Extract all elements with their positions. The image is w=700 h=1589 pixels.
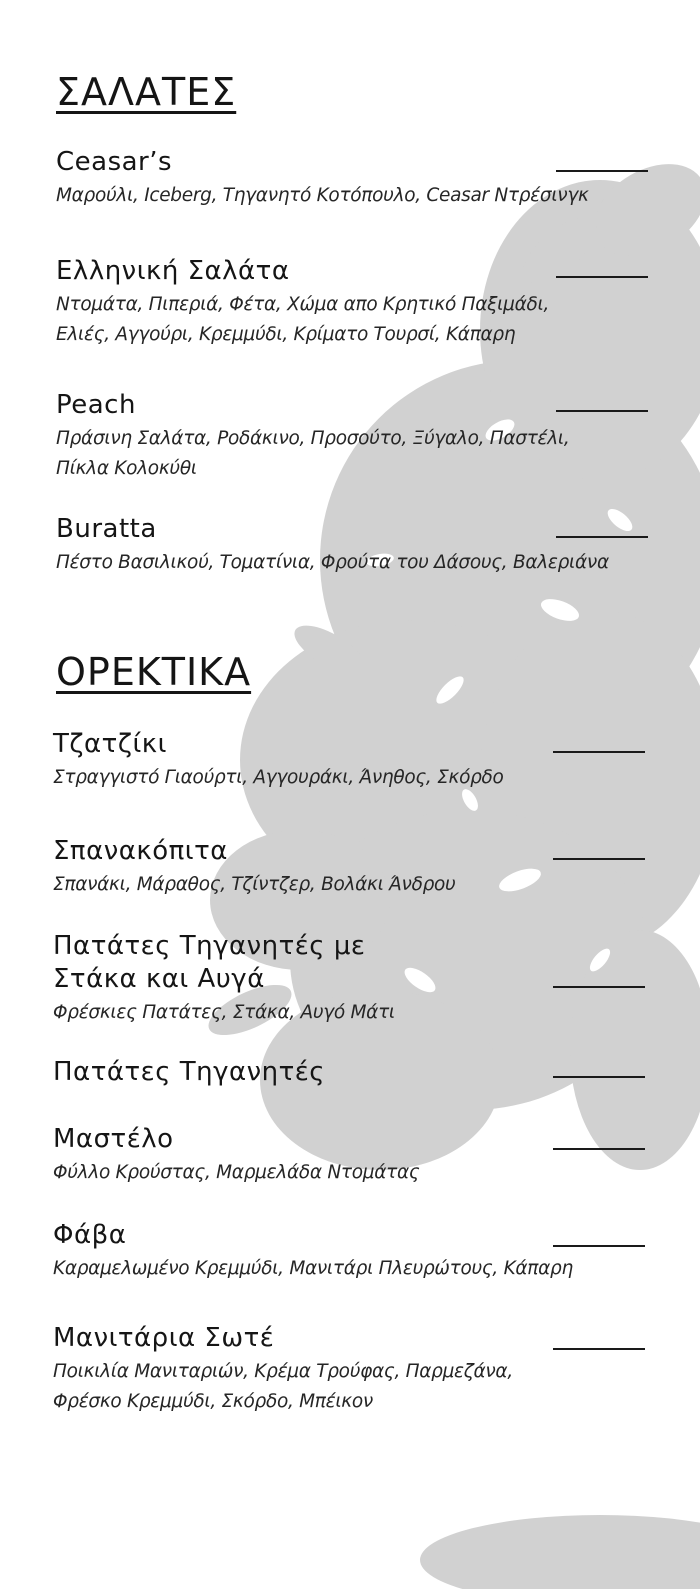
price-placeholder-line xyxy=(553,1076,645,1078)
price-placeholder-line xyxy=(553,1245,645,1247)
item-name: Ceasar’s xyxy=(56,147,173,177)
menu-item-patates-tiganites xyxy=(53,1056,325,1089)
item-description-line: Ποικιλία Μανιταριών, Κρέμα Τρούφας, Παρμεζάνα, xyxy=(53,1361,513,1382)
price-placeholder-line xyxy=(553,1148,645,1150)
menu-item-tzatziki xyxy=(53,728,504,793)
item-name: Ελληνική Σαλάτα xyxy=(56,256,290,286)
item-name: Σπανακόπιτα xyxy=(53,836,228,866)
item-name: Μαστέλο xyxy=(53,1124,174,1154)
item-name: Peach xyxy=(56,390,136,420)
menu-item-patates-staka-avga xyxy=(53,930,395,1028)
item-name: Πατάτες Τηγανητές xyxy=(53,1057,326,1087)
item-description-line: Ελιές, Αγγούρι, Κρεμμύδι, Κρίματο Τουρσί, Κάπαρη xyxy=(56,324,516,345)
item-description xyxy=(56,290,549,350)
price-placeholder-line xyxy=(556,276,648,278)
price-placeholder-line xyxy=(553,1348,645,1350)
menu-item-ceasars xyxy=(56,146,589,211)
item-description: Στραγγιστό Γιαούρτι, Αγγουράκι, Άνηθος, Σκόρδο xyxy=(53,767,504,788)
item-description: Φύλλο Κρούστας, Μαρμελάδα Ντομάτας xyxy=(53,1162,420,1183)
item-name: Πατάτες Τηγανητές με Στάκα και Αυγά xyxy=(53,931,366,994)
price-placeholder-line xyxy=(556,536,648,538)
menu-item-fava xyxy=(53,1219,573,1284)
section-title-salates: ΣΑΛΑΤΕΣ xyxy=(56,70,237,114)
item-name: Φάβα xyxy=(53,1220,127,1250)
menu-item-spanakopita xyxy=(53,835,455,900)
item-description: Μαρούλι, Iceberg, Τηγανητό Κοτόπουλο, Ceasar Ντρέσινγκ xyxy=(56,185,589,206)
item-description xyxy=(53,1357,513,1417)
item-name: Μανιτάρια Σωτέ xyxy=(53,1323,275,1353)
item-description-line: Πράσινη Σαλάτα, Ροδάκινο, Προσούτο, Ξύγαλο, Παστέλι, xyxy=(56,428,570,449)
price-placeholder-line xyxy=(556,410,648,412)
menu-item-manitaria-sote xyxy=(53,1322,513,1417)
item-description: Φρέσκιες Πατάτες, Στάκα, Αυγό Μάτι xyxy=(53,1002,395,1023)
menu-item-mastelo xyxy=(53,1123,419,1188)
menu-item-buratta xyxy=(56,513,609,578)
item-description: Καραμελωμένο Κρεμμύδι, Μανιτάρι Πλευρώτους, Κάπαρη xyxy=(53,1258,573,1279)
price-placeholder-line xyxy=(553,751,645,753)
price-placeholder-line xyxy=(553,858,645,860)
item-description: Σπανάκι, Μάραθος, Τζίντζερ, Βολάκι Άνδρου xyxy=(53,874,456,895)
item-name: Buratta xyxy=(56,514,157,544)
section-title-orektika: ΟΡΕΚΤΙΚΑ xyxy=(56,650,252,694)
price-placeholder-line xyxy=(553,986,645,988)
item-name: Τζατζίκι xyxy=(53,729,167,759)
item-description-line: Φρέσκο Κρεμμύδι, Σκόρδο, Μπέικον xyxy=(53,1391,373,1412)
item-description-line: Ντομάτα, Πιπεριά, Φέτα, Χώμα απο Κρητικό Παξιμάδι, xyxy=(56,294,550,315)
menu-item-peach xyxy=(56,389,569,484)
item-description-line: Πίκλα Κολοκύθι xyxy=(56,458,197,479)
item-description xyxy=(56,424,569,484)
price-placeholder-line xyxy=(556,170,648,172)
item-description: Πέστο Βασιλικού, Τοματίνια, Φρούτα του Δάσους, Βαλεριάνα xyxy=(56,552,609,573)
menu-item-elliniki-salata xyxy=(56,255,549,350)
